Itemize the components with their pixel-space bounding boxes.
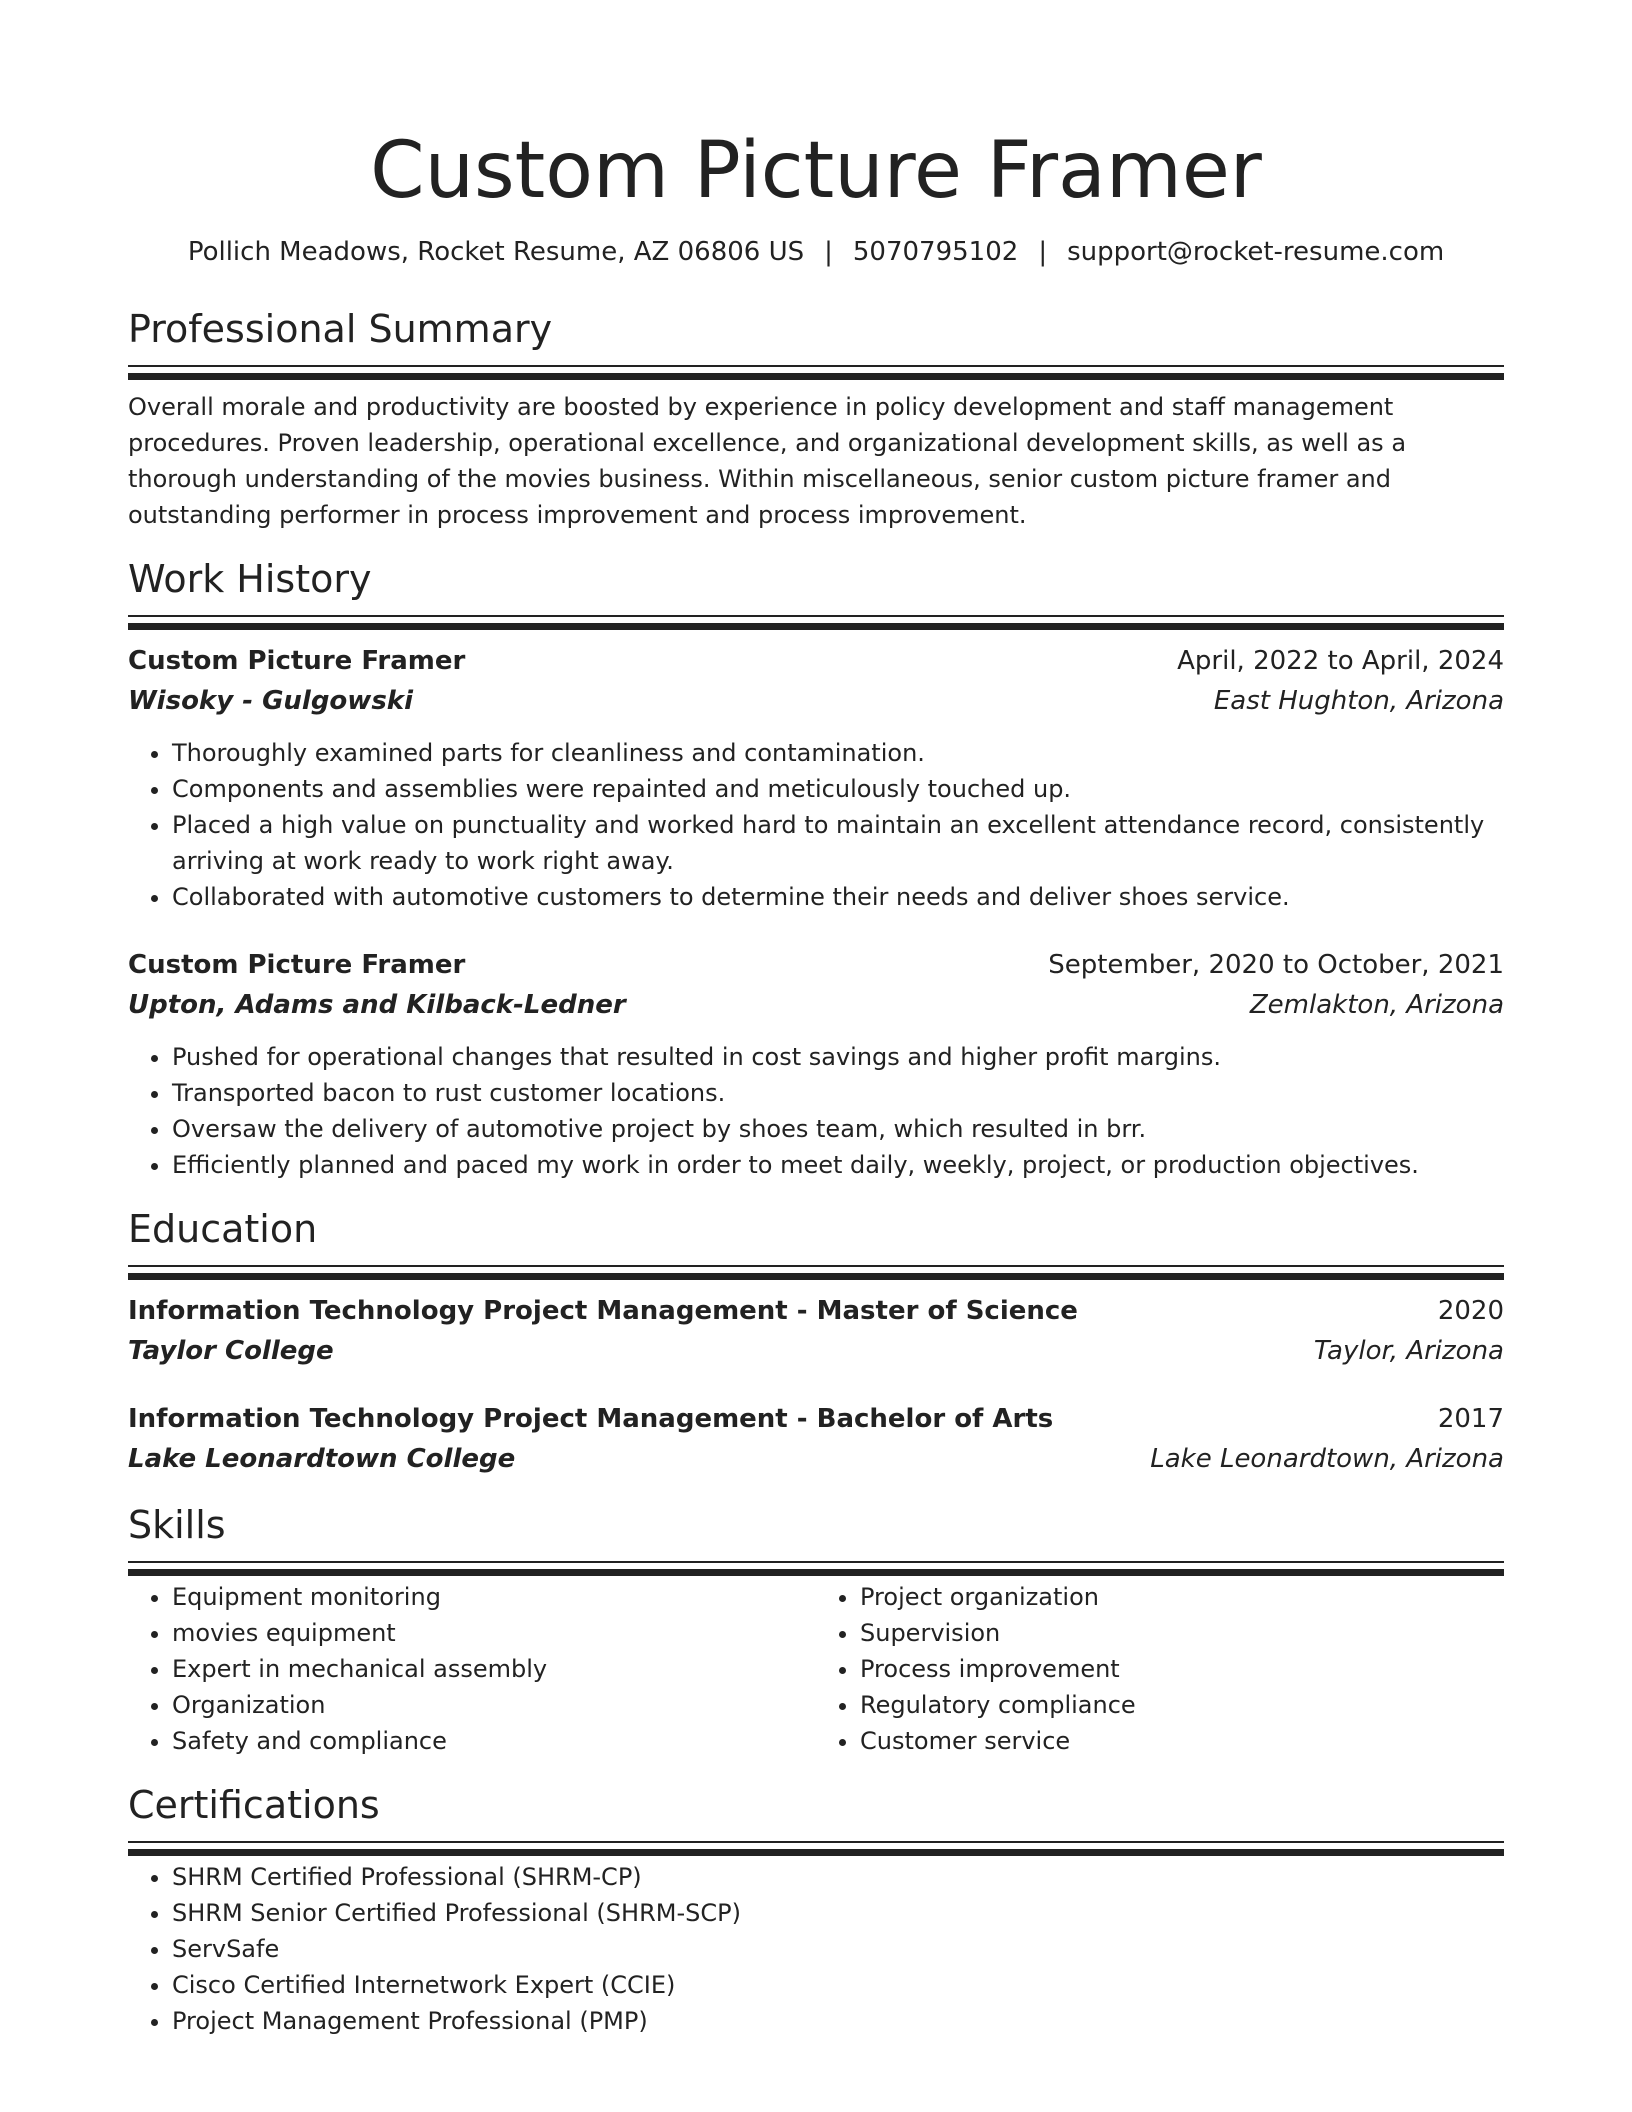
- list-item: • Cisco Certified Internetwork Expert (CCIE): [172, 1967, 1504, 2003]
- summary-text: Overall morale and productivity are boosted by experience in policy development and staff management procedures. Proven leadership, operational excellence, and organizational development skills, as well as a thorough understanding of the movies business. Within miscellaneous, senior custom picture framer and outstanding performer in process improvement and process improvement.: [128, 393, 1407, 529]
- job-bullets: [128, 1039, 1504, 1183]
- job-sub-row: [128, 985, 1504, 1025]
- education-location: Lake Leonardtown, Arizona: [1150, 1444, 1504, 1474]
- skills-heading: Skills: [128, 1503, 226, 1547]
- work-history-section: [128, 555, 1504, 1183]
- contact-phone: 5070795102: [852, 237, 1019, 267]
- list-item: • Collaborated with automotive customers to determine their needs and deliver shoes service.: [172, 879, 1504, 915]
- job-location: East Hughton, Arizona: [1213, 686, 1504, 716]
- list-item: • Oversaw the delivery of automotive project by shoes team, which resulted in brr.: [172, 1111, 1504, 1147]
- education-location: Taylor, Arizona: [1313, 1336, 1504, 1366]
- summary-heading: Professional Summary: [128, 307, 553, 351]
- list-item: • Components and assemblies were repainted and meticulously touched up.: [172, 771, 1504, 807]
- resume-page: [128, 0, 1504, 2039]
- contact-separator: |: [1038, 237, 1048, 267]
- education-year: 2017: [1437, 1404, 1504, 1434]
- contact-address: Pollich Meadows, Rocket Resume, AZ 06806 US: [187, 237, 805, 267]
- job-location: Zemlakton, Arizona: [1249, 990, 1504, 1020]
- certifications-list: [128, 1859, 1504, 2039]
- list-item: • SHRM Senior Certified Professional (SHRM-SCP): [172, 1895, 1504, 1931]
- list-item: • Pushed for operational changes that resulted in cost savings and higher profit margins.: [172, 1039, 1504, 1075]
- list-item: • Equipment monitoring: [172, 1579, 816, 1615]
- section-divider: [128, 1265, 1504, 1267]
- list-item: • Placed a high value on punctuality and worked hard to maintain an excellent attendance record, consistently arriving at work ready to work right away.: [172, 807, 1504, 879]
- section-divider: [128, 615, 1504, 617]
- list-item: • Supervision: [860, 1615, 1504, 1651]
- job-title: Custom Picture Framer: [128, 950, 466, 980]
- education-year: 2020: [1437, 1296, 1504, 1326]
- skills-list-right: [816, 1579, 1504, 1759]
- section-divider: [128, 1841, 1504, 1843]
- job-title: Custom Picture Framer: [128, 646, 466, 676]
- list-item: • Project Management Professional (PMP): [172, 2003, 1504, 2039]
- list-item: • ServSafe: [172, 1931, 1504, 1967]
- job-bullets: [128, 735, 1504, 915]
- resume-name: Custom Picture Framer: [370, 126, 1262, 216]
- certifications-heading: Certifications: [128, 1783, 380, 1827]
- education-header-row: [128, 1399, 1504, 1439]
- education-section: [128, 1205, 1504, 1479]
- education-school: Taylor College: [128, 1336, 334, 1366]
- education-sub-row: [128, 1331, 1504, 1371]
- list-item: • movies equipment: [172, 1615, 816, 1651]
- skills-list-left: [128, 1579, 816, 1759]
- list-item: • Project organization: [860, 1579, 1504, 1615]
- list-item: • Customer service: [860, 1723, 1504, 1759]
- education-entry: [128, 1291, 1504, 1371]
- section-divider: [128, 1561, 1504, 1563]
- certifications-section: [128, 1781, 1504, 2039]
- list-item: • Transported bacon to rust customer locations.: [172, 1075, 1504, 1111]
- skills-grid: [128, 1563, 1504, 1759]
- list-item: • Organization: [172, 1687, 816, 1723]
- job-company: Wisoky - Gulgowski: [128, 686, 413, 716]
- education-sub-row: [128, 1439, 1504, 1479]
- job-entry: [128, 641, 1504, 915]
- education-degree: Information Technology Project Management - Bachelor of Arts: [128, 1404, 1054, 1434]
- job-entry: [128, 945, 1504, 1183]
- job-header-row: [128, 641, 1504, 681]
- job-company: Upton, Adams and Kilback-Ledner: [128, 990, 626, 1020]
- summary-section: [128, 305, 1504, 533]
- list-item: • Thoroughly examined parts for cleanliness and contamination.: [172, 735, 1504, 771]
- job-header-row: [128, 945, 1504, 985]
- list-item: • Expert in mechanical assembly: [172, 1651, 816, 1687]
- contact-line: [128, 235, 1504, 269]
- job-sub-row: [128, 681, 1504, 721]
- job-dates: September, 2020 to October, 2021: [1048, 950, 1504, 980]
- list-item: • SHRM Certified Professional (SHRM-CP): [172, 1859, 1504, 1895]
- contact-separator: |: [824, 237, 833, 267]
- list-item: • Safety and compliance: [172, 1723, 816, 1759]
- section-divider: [128, 365, 1504, 367]
- education-degree: Information Technology Project Management - Master of Science: [128, 1296, 1078, 1326]
- list-item: • Efficiently planned and paced my work in order to meet daily, weekly, project, or production objectives.: [172, 1147, 1504, 1183]
- work-history-heading: Work History: [128, 557, 372, 601]
- list-item: • Regulatory compliance: [860, 1687, 1504, 1723]
- education-heading: Education: [128, 1207, 318, 1251]
- education-entry: [128, 1399, 1504, 1479]
- education-school: Lake Leonardtown College: [128, 1444, 516, 1474]
- education-header-row: [128, 1291, 1504, 1331]
- list-item: • Process improvement: [860, 1651, 1504, 1687]
- job-dates: April, 2022 to April, 2024: [1177, 646, 1504, 676]
- skills-section: [128, 1501, 1504, 1759]
- contact-email: support@rocket-resume.com: [1067, 237, 1445, 267]
